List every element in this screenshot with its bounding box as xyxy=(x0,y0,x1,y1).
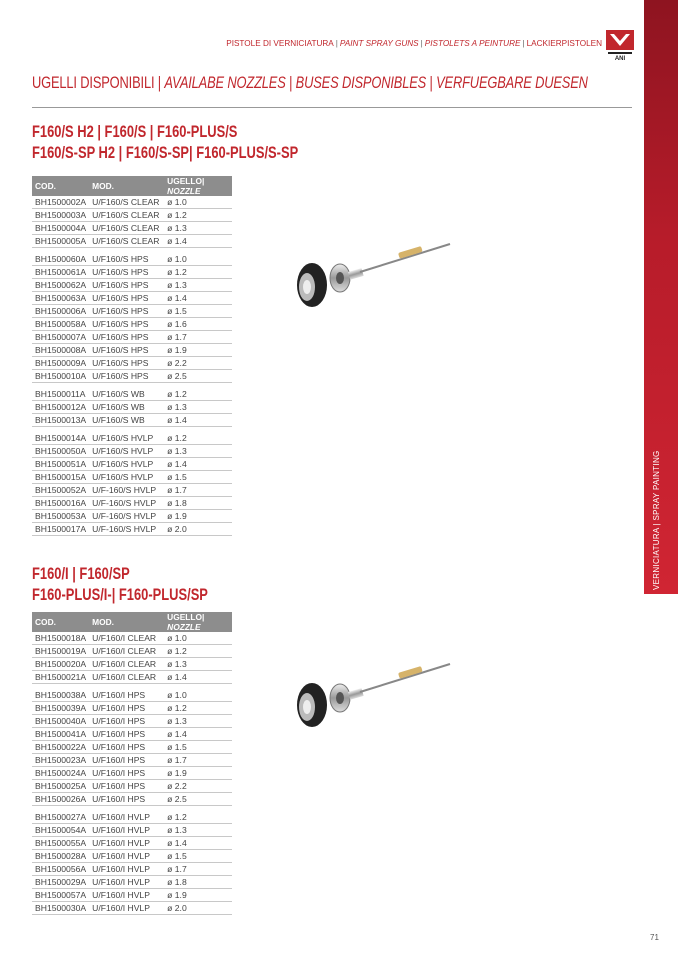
cell-nozzle: ø 2.2 xyxy=(164,780,232,793)
cell-nozzle: ø 1.2 xyxy=(164,209,232,222)
side-red-band xyxy=(644,0,678,594)
cell-model: U/F-160/S HVLP xyxy=(89,510,164,523)
col-mod-header: MOD. xyxy=(89,612,164,632)
cell-nozzle: ø 1.4 xyxy=(164,414,232,427)
table-row xyxy=(32,632,232,645)
cell-nozzle: ø 2.0 xyxy=(164,902,232,915)
cell-model: U/F160/S HPS xyxy=(89,331,164,344)
cell-model: U/F160/S CLEAR xyxy=(89,222,164,235)
table-row xyxy=(32,414,232,427)
table-row xyxy=(32,331,232,344)
side-section-label: VERNICIATURA | SPRAY PAINTING xyxy=(652,450,661,590)
cell-code: BH1500027A xyxy=(32,811,89,824)
table-row xyxy=(32,837,232,850)
table-row xyxy=(32,767,232,780)
cell-model: U/F160/I HPS xyxy=(89,780,164,793)
table-row xyxy=(32,253,232,266)
cell-model: U/F160/I CLEAR xyxy=(89,658,164,671)
table-row xyxy=(32,445,232,458)
cell-nozzle: ø 1.5 xyxy=(164,850,232,863)
cell-code: BH1500041A xyxy=(32,728,89,741)
table-row xyxy=(32,305,232,318)
cell-model: U/F-160/S HVLP xyxy=(89,484,164,497)
cell-code: BH1500004A xyxy=(32,222,89,235)
cell-model: U/F160/S HPS xyxy=(89,357,164,370)
page-title: UGELLI DISPONIBILI | AVAILABE NOZZLES | BUSES DISPONIBLES | VERFUEGBARE DUESEN xyxy=(32,74,588,92)
cell-nozzle: ø 1.5 xyxy=(164,471,232,484)
cell-nozzle: ø 1.0 xyxy=(164,632,232,645)
cell-model: U/F160/S WB xyxy=(89,414,164,427)
cell-model: U/F160/I HPS xyxy=(89,689,164,702)
cell-model: U/F160/I HPS xyxy=(89,741,164,754)
cell-nozzle: ø 2.2 xyxy=(164,357,232,370)
logo-text: ANI xyxy=(614,56,626,62)
table-row xyxy=(32,671,232,684)
col-nozzle-header: UGELLO| NOZZLE xyxy=(164,176,232,196)
cell-nozzle: ø 2.0 xyxy=(164,523,232,536)
cell-model: U/F160/S HPS xyxy=(89,318,164,331)
cell-nozzle: ø 1.4 xyxy=(164,458,232,471)
cell-nozzle: ø 1.3 xyxy=(164,222,232,235)
cell-code: BH1500003A xyxy=(32,209,89,222)
cell-nozzle: ø 1.3 xyxy=(164,658,232,671)
cell-code: BH1500028A xyxy=(32,850,89,863)
cell-code: BH1500013A xyxy=(32,414,89,427)
cell-model: U/F160/S HPS xyxy=(89,370,164,383)
title-german: VERFUEGBARE DUESEN xyxy=(436,74,588,92)
cell-model: U/F160/I HVLP xyxy=(89,889,164,902)
table-row xyxy=(32,209,232,222)
cell-model: U/F160/S HPS xyxy=(89,305,164,318)
cell-model: U/F160/S HPS xyxy=(89,292,164,305)
cell-nozzle: ø 1.8 xyxy=(164,497,232,510)
cell-code: BH1500052A xyxy=(32,484,89,497)
cell-model: U/F160/S HVLP xyxy=(89,471,164,484)
cell-model: U/F160/S HPS xyxy=(89,253,164,266)
section2-title xyxy=(32,563,208,605)
cell-model: U/F160/S HPS xyxy=(89,344,164,357)
table-row xyxy=(32,741,232,754)
cell-nozzle: ø 1.2 xyxy=(164,266,232,279)
table-row xyxy=(32,850,232,863)
brand-logo xyxy=(606,30,634,62)
table-row xyxy=(32,344,232,357)
table-row xyxy=(32,432,232,445)
section1-title-line1: F160/S H2 | F160/S | F160-PLUS/S xyxy=(32,122,238,141)
cell-model: U/F160/S CLEAR xyxy=(89,235,164,248)
cell-code: BH1500039A xyxy=(32,702,89,715)
cell-model: U/F160/I HVLP xyxy=(89,876,164,889)
table-row xyxy=(32,222,232,235)
table-row xyxy=(32,811,232,824)
cell-code: BH1500018A xyxy=(32,632,89,645)
cell-nozzle: ø 1.7 xyxy=(164,484,232,497)
cell-nozzle: ø 1.2 xyxy=(164,432,232,445)
cell-code: BH1500020A xyxy=(32,658,89,671)
cell-code: BH1500063A xyxy=(32,292,89,305)
table-row xyxy=(32,401,232,414)
table-row xyxy=(32,266,232,279)
cell-nozzle: ø 1.2 xyxy=(164,645,232,658)
cell-code: BH1500051A xyxy=(32,458,89,471)
cell-nozzle: ø 1.2 xyxy=(164,811,232,824)
cell-model: U/F160/S CLEAR xyxy=(89,209,164,222)
cell-code: BH1500038A xyxy=(32,689,89,702)
cell-model: U/F160/I HVLP xyxy=(89,902,164,915)
cell-code: BH1500009A xyxy=(32,357,89,370)
nozzle-product-image-2 xyxy=(290,660,455,730)
cell-model: U/F160/I HPS xyxy=(89,715,164,728)
cell-nozzle: ø 1.0 xyxy=(164,196,232,209)
cell-code: BH1500053A xyxy=(32,510,89,523)
cell-nozzle: ø 1.0 xyxy=(164,689,232,702)
table-row xyxy=(32,484,232,497)
title-english: AVAILABE NOZZLES xyxy=(164,74,286,92)
table-row xyxy=(32,863,232,876)
cell-code: BH1500002A xyxy=(32,196,89,209)
table-row xyxy=(32,889,232,902)
table-row xyxy=(32,510,232,523)
cell-code: BH1500012A xyxy=(32,401,89,414)
table-row xyxy=(32,279,232,292)
cell-nozzle: ø 1.9 xyxy=(164,889,232,902)
cell-code: BH1500015A xyxy=(32,471,89,484)
cell-code: BH1500061A xyxy=(32,266,89,279)
table-row xyxy=(32,902,232,915)
cell-model: U/F160/S WB xyxy=(89,401,164,414)
cell-code: BH1500005A xyxy=(32,235,89,248)
cell-code: BH1500055A xyxy=(32,837,89,850)
table-row xyxy=(32,754,232,767)
section2-title-line2: F160-PLUS/I-| F160-PLUS/SP xyxy=(32,585,208,604)
cell-model: U/F160/I HPS xyxy=(89,702,164,715)
cell-nozzle: ø 1.4 xyxy=(164,728,232,741)
title-french: BUSES DISPONIBLES xyxy=(295,74,427,92)
cell-model: U/F-160/S HVLP xyxy=(89,523,164,536)
section2-title-line1: F160/I | F160/SP xyxy=(32,564,130,583)
cell-code: BH1500016A xyxy=(32,497,89,510)
cell-model: U/F160/S HPS xyxy=(89,279,164,292)
cell-code: BH1500062A xyxy=(32,279,89,292)
cell-model: U/F160/S HPS xyxy=(89,266,164,279)
cell-code: BH1500026A xyxy=(32,793,89,806)
header-english: PAINT SPRAY GUNS xyxy=(339,39,419,48)
cell-code: BH1500030A xyxy=(32,902,89,915)
cell-model: U/F160/I CLEAR xyxy=(89,645,164,658)
cell-nozzle: ø 1.9 xyxy=(164,344,232,357)
table-row xyxy=(32,292,232,305)
cell-model: U/F-160/S HVLP xyxy=(89,497,164,510)
cell-code: BH1500022A xyxy=(32,741,89,754)
nozzle-product-image xyxy=(290,240,455,310)
cell-model: U/F160/I CLEAR xyxy=(89,632,164,645)
cell-code: BH1500054A xyxy=(32,824,89,837)
cell-code: BH1500023A xyxy=(32,754,89,767)
cell-nozzle: ø 1.6 xyxy=(164,318,232,331)
section1-title-line2: F160/S-SP H2 | F160/S-SP| F160-PLUS/S-SP xyxy=(32,143,299,162)
title-italian: UGELLI DISPONIBILI xyxy=(32,74,155,92)
cell-code: BH1500008A xyxy=(32,344,89,357)
cell-nozzle: ø 1.9 xyxy=(164,510,232,523)
cell-model: U/F160/I HVLP xyxy=(89,863,164,876)
cell-code: BH1500025A xyxy=(32,780,89,793)
table-row xyxy=(32,876,232,889)
table-header-row xyxy=(32,612,232,632)
cell-nozzle: ø 1.4 xyxy=(164,837,232,850)
table-row xyxy=(32,357,232,370)
cell-nozzle: ø 1.4 xyxy=(164,235,232,248)
cell-model: U/F160/I HVLP xyxy=(89,811,164,824)
cell-code: BH1500010A xyxy=(32,370,89,383)
table-row xyxy=(32,645,232,658)
cell-code: BH1500011A xyxy=(32,388,89,401)
table-row xyxy=(32,497,232,510)
cell-model: U/F160/I HPS xyxy=(89,767,164,780)
cell-model: U/F160/I HPS xyxy=(89,793,164,806)
table-row xyxy=(32,471,232,484)
table-row xyxy=(32,824,232,837)
cell-nozzle: ø 1.3 xyxy=(164,824,232,837)
cell-model: U/F160/S HVLP xyxy=(89,432,164,445)
cell-model: U/F160/I HPS xyxy=(89,754,164,767)
table-row xyxy=(32,318,232,331)
header-french: PISTOLETS A PEINTURE xyxy=(424,39,521,48)
cell-nozzle: ø 1.3 xyxy=(164,715,232,728)
col-cod-header: COD. xyxy=(32,612,89,632)
table-row xyxy=(32,370,232,383)
table-row xyxy=(32,458,232,471)
table-header-row xyxy=(32,176,232,196)
header-german: LACKIERPISTOLEN xyxy=(526,39,602,48)
table-row xyxy=(32,388,232,401)
table-row xyxy=(32,702,232,715)
table-row xyxy=(32,793,232,806)
section1-title xyxy=(32,121,298,163)
cell-nozzle: ø 1.4 xyxy=(164,292,232,305)
cell-nozzle: ø 2.5 xyxy=(164,793,232,806)
cell-code: BH1500007A xyxy=(32,331,89,344)
cell-nozzle: ø 1.2 xyxy=(164,388,232,401)
header-italian: PISTOLE DI VERNICIATURA xyxy=(226,39,334,48)
cell-code: BH1500050A xyxy=(32,445,89,458)
cell-nozzle: ø 1.4 xyxy=(164,671,232,684)
cell-code: BH1500019A xyxy=(32,645,89,658)
cell-model: U/F160/I CLEAR xyxy=(89,671,164,684)
cell-nozzle: ø 2.5 xyxy=(164,370,232,383)
cell-nozzle: ø 1.2 xyxy=(164,702,232,715)
cell-code: BH1500029A xyxy=(32,876,89,889)
cell-model: U/F160/I HVLP xyxy=(89,850,164,863)
col-nozzle-header: UGELLO| NOZZLE xyxy=(164,612,232,632)
cell-nozzle: ø 1.3 xyxy=(164,445,232,458)
cell-model: U/F160/I HVLP xyxy=(89,824,164,837)
cell-code: BH1500058A xyxy=(32,318,89,331)
section2-nozzle-table xyxy=(32,612,232,915)
table-row xyxy=(32,689,232,702)
table-row xyxy=(32,658,232,671)
cell-model: U/F160/S HVLP xyxy=(89,458,164,471)
col-mod-header: MOD. xyxy=(89,176,164,196)
table-row xyxy=(32,235,232,248)
col-cod-header: COD. xyxy=(32,176,89,196)
cell-code: BH1500006A xyxy=(32,305,89,318)
table-row xyxy=(32,715,232,728)
cell-code: BH1500024A xyxy=(32,767,89,780)
cell-nozzle: ø 1.3 xyxy=(164,279,232,292)
table-row xyxy=(32,196,232,209)
cell-nozzle: ø 1.8 xyxy=(164,876,232,889)
table-row xyxy=(32,523,232,536)
cell-code: BH1500060A xyxy=(32,253,89,266)
cell-code: BH1500040A xyxy=(32,715,89,728)
cell-model: U/F160/S WB xyxy=(89,388,164,401)
cell-nozzle: ø 1.5 xyxy=(164,305,232,318)
cell-code: BH1500021A xyxy=(32,671,89,684)
table-row xyxy=(32,780,232,793)
cell-code: BH1500056A xyxy=(32,863,89,876)
cell-nozzle: ø 1.7 xyxy=(164,331,232,344)
cell-model: U/F160/S CLEAR xyxy=(89,196,164,209)
title-divider xyxy=(32,107,632,108)
cell-code: BH1500014A xyxy=(32,432,89,445)
cell-nozzle: ø 1.7 xyxy=(164,863,232,876)
cell-nozzle: ø 1.5 xyxy=(164,741,232,754)
cell-model: U/F160/I HVLP xyxy=(89,837,164,850)
table-row xyxy=(32,728,232,741)
section1-nozzle-table xyxy=(32,176,232,536)
cell-nozzle: ø 1.3 xyxy=(164,401,232,414)
cell-nozzle: ø 1.9 xyxy=(164,767,232,780)
page-number: 71 xyxy=(650,933,659,942)
cell-nozzle: ø 1.0 xyxy=(164,253,232,266)
cell-model: U/F160/I HPS xyxy=(89,728,164,741)
page-header: PISTOLE DI VERNICIATURA | PAINT SPRAY GUNS | PISTOLETS A PEINTURE | LACKIERPISTOLEN xyxy=(226,39,602,48)
cell-nozzle: ø 1.7 xyxy=(164,754,232,767)
cell-code: BH1500057A xyxy=(32,889,89,902)
cell-model: U/F160/S HVLP xyxy=(89,445,164,458)
cell-code: BH1500017A xyxy=(32,523,89,536)
